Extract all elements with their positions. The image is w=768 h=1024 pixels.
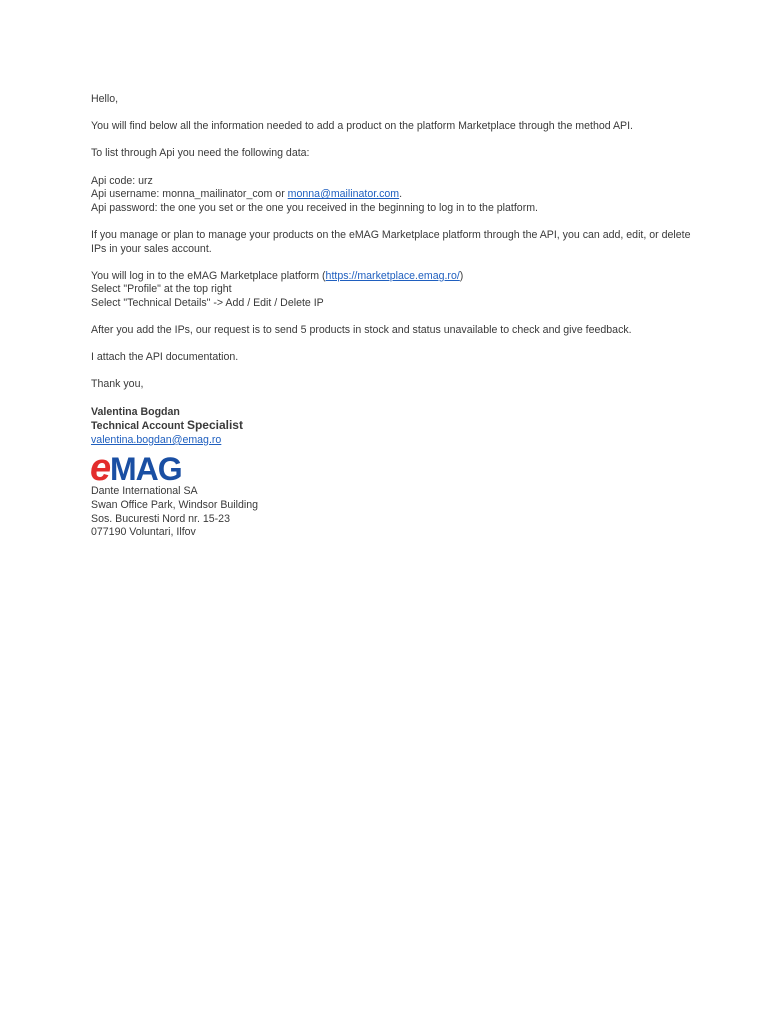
logo-e: e	[90, 449, 110, 486]
login-prefix: You will log in to the eMAG Marketplace platform (	[91, 269, 326, 282]
address-line-2: Sos. Bucuresti Nord nr. 15-23	[91, 512, 230, 525]
api-credentials	[91, 175, 691, 216]
api-code: Api code: urz	[91, 174, 153, 187]
username-email-link[interactable]: monna@mailinator.com	[287, 188, 400, 201]
company-name: Dante International SA	[91, 485, 198, 498]
signature-title-end: Specialist	[186, 418, 243, 433]
api-password: Api password: the one you set or the one you received in the beginning to log in to the platform.	[91, 201, 538, 214]
login-step-technical: Select "Technical Details" -> Add / Edit / Delete IP	[91, 296, 324, 309]
list-intro: To list through Api you need the following data:	[91, 147, 310, 160]
request-paragraph: After you add the IPs, our request is to send 5 products in stock and status unavailable to check and give feedback.	[91, 324, 632, 337]
greeting: Hello,	[91, 93, 119, 105]
login-step-profile: Select "Profile" at the top right	[91, 283, 232, 296]
intro-paragraph: You will find below all the information needed to add a product on the platform Marketplace through the method API.	[91, 120, 633, 133]
login-line	[91, 270, 691, 284]
signature-name: Valentina Bogdan	[91, 405, 180, 418]
marketplace-link[interactable]: https://marketplace.emag.ro/	[325, 269, 460, 282]
address-line-1: Swan Office Park, Windsor Building	[91, 499, 259, 512]
email-body	[91, 93, 691, 540]
signature-title-start: Technical Account	[91, 420, 187, 433]
thanks-line: Thank you,	[91, 378, 144, 391]
api-username	[91, 188, 691, 202]
ip-paragraph: If you manage or plan to manage your products on the eMAG Marketplace platform through the API, you can add, edit, or delete IPs in your sales account.	[91, 228, 691, 255]
logo-mag: MAG	[110, 451, 182, 486]
signature-block	[91, 406, 691, 540]
address-line-3: 077190 Voluntari, Ilfov	[91, 526, 196, 539]
login-suffix: )	[459, 269, 464, 282]
emag-logo	[90, 449, 214, 485]
attach-paragraph: I attach the API documentation.	[91, 351, 239, 364]
signature-email-link[interactable]: valentina.bogdan@emag.ro	[91, 433, 222, 446]
api-username-suffix: .	[399, 188, 403, 201]
login-instructions	[91, 270, 691, 311]
api-username-text: Api username: monna_mailinator_com or	[91, 188, 288, 201]
signature-title	[91, 419, 691, 434]
